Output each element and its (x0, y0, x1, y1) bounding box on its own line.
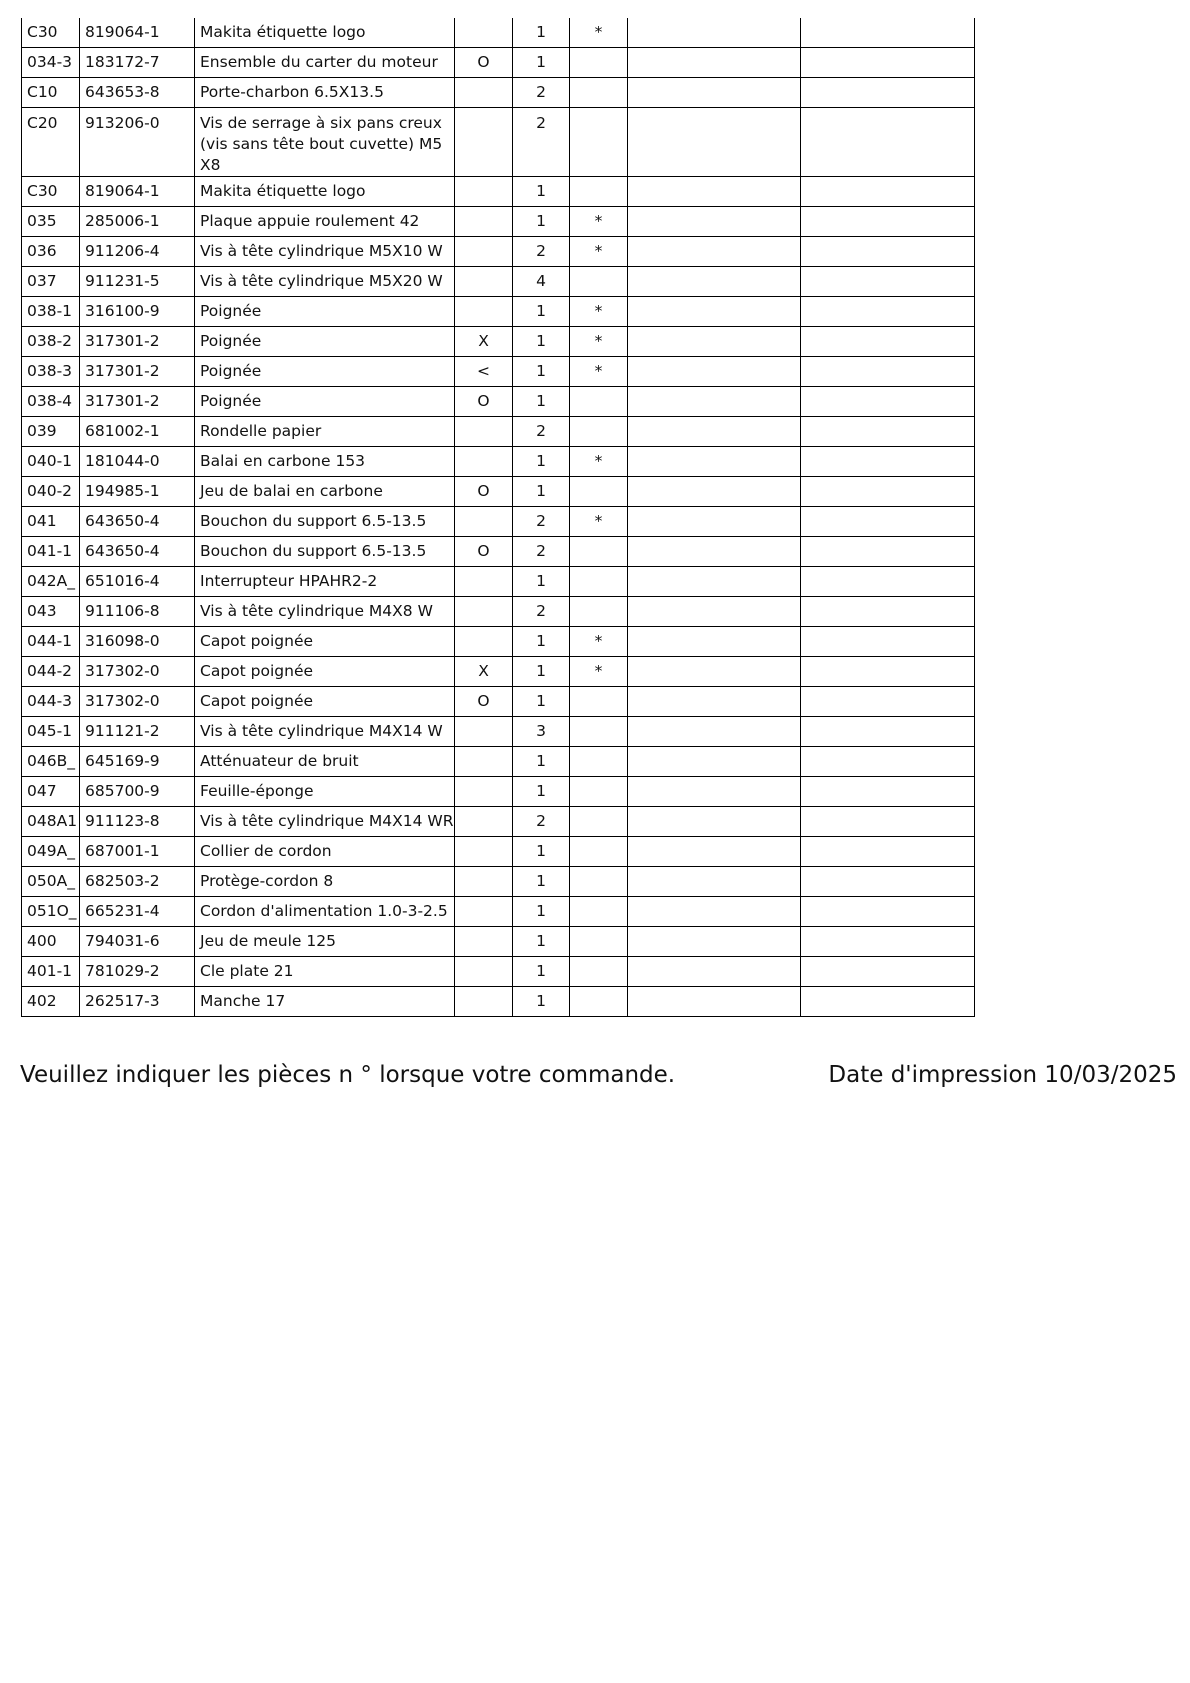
part-number-cell: 316100-9 (80, 297, 195, 327)
table-row (22, 48, 975, 78)
blank-cell (801, 48, 975, 78)
ref-cell: 049A_ (22, 837, 80, 867)
ref-cell: 400 (22, 927, 80, 957)
blank-cell (801, 897, 975, 927)
blank-cell (801, 657, 975, 687)
quantity-cell: 4 (513, 267, 570, 297)
blank-cell (628, 687, 801, 717)
table-row (22, 747, 975, 777)
blank-cell (628, 627, 801, 657)
ref-cell: 040-2 (22, 477, 80, 507)
part-number-cell: 911106-8 (80, 597, 195, 627)
note-mark-cell: * (570, 207, 628, 237)
ref-cell: 036 (22, 237, 80, 267)
blank-cell (628, 777, 801, 807)
note-mark-cell (570, 567, 628, 597)
quantity-cell: 1 (513, 327, 570, 357)
note-mark-cell (570, 537, 628, 567)
option-cell: O (455, 537, 513, 567)
part-number-cell: 665231-4 (80, 897, 195, 927)
part-number-cell: 913206-0 (80, 108, 195, 177)
quantity-cell: 2 (513, 507, 570, 537)
blank-cell (628, 747, 801, 777)
blank-cell (801, 507, 975, 537)
note-mark-cell (570, 267, 628, 297)
part-number-cell: 685700-9 (80, 777, 195, 807)
ref-cell: 401-1 (22, 957, 80, 987)
blank-cell (628, 387, 801, 417)
blank-cell (628, 567, 801, 597)
option-cell (455, 417, 513, 447)
description-cell: Makita étiquette logo (195, 177, 455, 207)
quantity-cell: 1 (513, 297, 570, 327)
part-number-cell: 819064-1 (80, 177, 195, 207)
option-cell (455, 897, 513, 927)
note-mark-cell (570, 717, 628, 747)
option-cell (455, 108, 513, 177)
table-row (22, 957, 975, 987)
option-cell (455, 807, 513, 837)
note-mark-cell: * (570, 447, 628, 477)
option-cell: O (455, 477, 513, 507)
option-cell (455, 867, 513, 897)
quantity-cell: 1 (513, 987, 570, 1017)
part-number-cell: 911231-5 (80, 267, 195, 297)
description-cell: Protège-cordon 8 (195, 867, 455, 897)
quantity-cell: 2 (513, 417, 570, 447)
table-row (22, 657, 975, 687)
part-number-cell: 911206-4 (80, 237, 195, 267)
table-row (22, 447, 975, 477)
option-cell (455, 567, 513, 597)
quantity-cell: 3 (513, 717, 570, 747)
ref-cell: 050A_ (22, 867, 80, 897)
option-cell (455, 177, 513, 207)
option-cell (455, 837, 513, 867)
blank-cell (628, 297, 801, 327)
ref-cell: C30 (22, 18, 80, 48)
blank-cell (628, 477, 801, 507)
note-mark-cell (570, 477, 628, 507)
part-number-cell: 643650-4 (80, 507, 195, 537)
blank-cell (628, 717, 801, 747)
ref-cell: C30 (22, 177, 80, 207)
option-cell (455, 717, 513, 747)
quantity-cell: 1 (513, 657, 570, 687)
blank-cell (801, 867, 975, 897)
part-number-cell: 316098-0 (80, 627, 195, 657)
blank-cell (801, 18, 975, 48)
quantity-cell: 1 (513, 627, 570, 657)
description-cell: Balai en carbone 153 (195, 447, 455, 477)
option-cell (455, 237, 513, 267)
option-cell: O (455, 687, 513, 717)
blank-cell (628, 987, 801, 1017)
blank-cell (628, 807, 801, 837)
option-cell: X (455, 657, 513, 687)
part-number-cell: 317301-2 (80, 357, 195, 387)
table-row (22, 987, 975, 1017)
table-row (22, 687, 975, 717)
quantity-cell: 1 (513, 447, 570, 477)
quantity-cell: 1 (513, 927, 570, 957)
quantity-cell: 1 (513, 387, 570, 417)
table-row (22, 837, 975, 867)
print-date: Date d'impression 10/03/2025 (828, 1062, 1177, 1088)
description-cell: Vis de serrage à six pans creux (vis sans tête bout cuvette) M5X8 (195, 108, 455, 177)
description-cell: Rondelle papier (195, 417, 455, 447)
table-row (22, 417, 975, 447)
ref-cell: 041 (22, 507, 80, 537)
ref-cell: 047 (22, 777, 80, 807)
table-row (22, 177, 975, 207)
quantity-cell: 2 (513, 237, 570, 267)
part-number-cell: 317302-0 (80, 687, 195, 717)
part-number-cell: 819064-1 (80, 18, 195, 48)
ref-cell: 043 (22, 597, 80, 627)
blank-cell (628, 657, 801, 687)
description-cell: Jeu de balai en carbone (195, 477, 455, 507)
note-mark-cell (570, 927, 628, 957)
blank-cell (801, 807, 975, 837)
table-row (22, 717, 975, 747)
blank-cell (628, 897, 801, 927)
parts-table-body (22, 18, 975, 1017)
ref-cell: 038-3 (22, 357, 80, 387)
blank-cell (801, 717, 975, 747)
quantity-cell: 1 (513, 18, 570, 48)
part-number-cell: 643653-8 (80, 78, 195, 108)
description-cell: Interrupteur HPAHR2-2 (195, 567, 455, 597)
part-number-cell: 682503-2 (80, 867, 195, 897)
blank-cell (801, 987, 975, 1017)
blank-cell (801, 297, 975, 327)
blank-cell (801, 417, 975, 447)
table-row (22, 597, 975, 627)
blank-cell (801, 567, 975, 597)
note-mark-cell (570, 957, 628, 987)
quantity-cell: 1 (513, 177, 570, 207)
note-mark-cell: * (570, 327, 628, 357)
note-mark-cell: * (570, 18, 628, 48)
description-cell: Bouchon du support 6.5-13.5 (195, 537, 455, 567)
blank-cell (801, 687, 975, 717)
quantity-cell: 1 (513, 687, 570, 717)
table-row (22, 387, 975, 417)
ref-cell: 045-1 (22, 717, 80, 747)
note-mark-cell (570, 987, 628, 1017)
description-cell: Capot poignée (195, 657, 455, 687)
option-cell (455, 18, 513, 48)
blank-cell (628, 837, 801, 867)
table-row (22, 207, 975, 237)
ref-cell: 039 (22, 417, 80, 447)
ref-cell: 038-4 (22, 387, 80, 417)
note-mark-cell: * (570, 627, 628, 657)
blank-cell (801, 177, 975, 207)
note-mark-cell (570, 177, 628, 207)
description-cell: Plaque appuie roulement 42 (195, 207, 455, 237)
option-cell (455, 957, 513, 987)
part-number-cell: 687001-1 (80, 837, 195, 867)
option-cell (455, 507, 513, 537)
part-number-cell: 317302-0 (80, 657, 195, 687)
table-row (22, 108, 975, 177)
quantity-cell: 2 (513, 108, 570, 177)
note-mark-cell (570, 387, 628, 417)
description-cell: Atténuateur de bruit (195, 747, 455, 777)
ref-cell: 038-1 (22, 297, 80, 327)
note-mark-cell (570, 687, 628, 717)
quantity-cell: 1 (513, 477, 570, 507)
blank-cell (628, 108, 801, 177)
option-cell (455, 267, 513, 297)
quantity-cell: 1 (513, 957, 570, 987)
blank-cell (801, 837, 975, 867)
description-cell: Makita étiquette logo (195, 18, 455, 48)
blank-cell (801, 747, 975, 777)
ref-cell: 048A1 (22, 807, 80, 837)
blank-cell (628, 537, 801, 567)
blank-cell (801, 597, 975, 627)
blank-cell (628, 177, 801, 207)
blank-cell (801, 267, 975, 297)
order-instruction-note: Veuillez indiquer les pièces n ° lorsque votre commande. (20, 1062, 676, 1088)
option-cell (455, 627, 513, 657)
table-row (22, 477, 975, 507)
note-mark-cell: * (570, 297, 628, 327)
description-cell: Capot poignée (195, 687, 455, 717)
ref-cell: 042A_ (22, 567, 80, 597)
description-cell: Ensemble du carter du moteur (195, 48, 455, 78)
blank-cell (801, 237, 975, 267)
table-row (22, 627, 975, 657)
part-number-cell: 651016-4 (80, 567, 195, 597)
note-mark-cell: * (570, 657, 628, 687)
blank-cell (628, 78, 801, 108)
quantity-cell: 2 (513, 78, 570, 108)
blank-cell (801, 207, 975, 237)
note-mark-cell: * (570, 507, 628, 537)
ref-cell: 040-1 (22, 447, 80, 477)
quantity-cell: 1 (513, 747, 570, 777)
part-number-cell: 285006-1 (80, 207, 195, 237)
ref-cell: 037 (22, 267, 80, 297)
blank-cell (628, 267, 801, 297)
description-cell: Vis à tête cylindrique M4X8 W (195, 597, 455, 627)
blank-cell (628, 957, 801, 987)
description-cell: Bouchon du support 6.5-13.5 (195, 507, 455, 537)
blank-cell (801, 627, 975, 657)
blank-cell (801, 108, 975, 177)
table-row (22, 507, 975, 537)
part-number-cell: 781029-2 (80, 957, 195, 987)
quantity-cell: 2 (513, 807, 570, 837)
note-mark-cell (570, 837, 628, 867)
quantity-cell: 1 (513, 837, 570, 867)
option-cell (455, 747, 513, 777)
note-mark-cell: * (570, 237, 628, 267)
part-number-cell: 645169-9 (80, 747, 195, 777)
blank-cell (628, 447, 801, 477)
quantity-cell: 1 (513, 777, 570, 807)
description-cell: Vis à tête cylindrique M5X20 W (195, 267, 455, 297)
description-cell: Vis à tête cylindrique M4X14 W (195, 717, 455, 747)
part-number-cell: 911121-2 (80, 717, 195, 747)
quantity-cell: 1 (513, 867, 570, 897)
description-cell: Capot poignée (195, 627, 455, 657)
parts-list-table (21, 18, 975, 1017)
description-cell: Jeu de meule 125 (195, 927, 455, 957)
blank-cell (801, 957, 975, 987)
description-cell: Poignée (195, 297, 455, 327)
part-number-cell: 181044-0 (80, 447, 195, 477)
table-row (22, 237, 975, 267)
ref-cell: 046B_ (22, 747, 80, 777)
blank-cell (801, 78, 975, 108)
ref-cell: 051O_ (22, 897, 80, 927)
blank-cell (801, 357, 975, 387)
table-row (22, 537, 975, 567)
note-mark-cell (570, 78, 628, 108)
table-row (22, 357, 975, 387)
part-number-cell: 317301-2 (80, 387, 195, 417)
part-number-cell: 183172-7 (80, 48, 195, 78)
quantity-cell: 1 (513, 207, 570, 237)
blank-cell (628, 18, 801, 48)
blank-cell (628, 48, 801, 78)
option-cell (455, 447, 513, 477)
table-row (22, 18, 975, 48)
ref-cell: 034-3 (22, 48, 80, 78)
blank-cell (628, 507, 801, 537)
note-mark-cell (570, 48, 628, 78)
ref-cell: 044-3 (22, 687, 80, 717)
description-cell: Cle plate 21 (195, 957, 455, 987)
quantity-cell: 1 (513, 357, 570, 387)
note-mark-cell (570, 747, 628, 777)
blank-cell (628, 327, 801, 357)
option-cell (455, 78, 513, 108)
part-number-cell: 681002-1 (80, 417, 195, 447)
option-cell (455, 927, 513, 957)
note-mark-cell: * (570, 357, 628, 387)
blank-cell (628, 927, 801, 957)
blank-cell (801, 477, 975, 507)
ref-cell: 035 (22, 207, 80, 237)
option-cell: O (455, 387, 513, 417)
table-row (22, 867, 975, 897)
ref-cell: C20 (22, 108, 80, 177)
part-number-cell: 262517-3 (80, 987, 195, 1017)
option-cell (455, 987, 513, 1017)
table-row (22, 897, 975, 927)
description-cell: Poignée (195, 357, 455, 387)
blank-cell (801, 777, 975, 807)
ref-cell: 041-1 (22, 537, 80, 567)
table-row (22, 777, 975, 807)
quantity-cell: 1 (513, 897, 570, 927)
option-cell (455, 207, 513, 237)
table-row (22, 78, 975, 108)
option-cell: < (455, 357, 513, 387)
ref-cell: C10 (22, 78, 80, 108)
quantity-cell: 2 (513, 597, 570, 627)
ref-cell: 038-2 (22, 327, 80, 357)
description-cell: Manche 17 (195, 987, 455, 1017)
option-cell (455, 597, 513, 627)
description-cell: Poignée (195, 327, 455, 357)
table-row (22, 807, 975, 837)
note-mark-cell (570, 108, 628, 177)
blank-cell (628, 357, 801, 387)
blank-cell (801, 387, 975, 417)
blank-cell (801, 327, 975, 357)
option-cell (455, 297, 513, 327)
ref-cell: 044-2 (22, 657, 80, 687)
option-cell (455, 777, 513, 807)
part-number-cell: 317301-2 (80, 327, 195, 357)
description-cell: Collier de cordon (195, 837, 455, 867)
blank-cell (628, 867, 801, 897)
description-cell: Feuille-éponge (195, 777, 455, 807)
quantity-cell: 1 (513, 567, 570, 597)
description-cell: Cordon d'alimentation 1.0-3-2.5 (195, 897, 455, 927)
option-cell: O (455, 48, 513, 78)
blank-cell (628, 597, 801, 627)
part-number-cell: 794031-6 (80, 927, 195, 957)
table-row (22, 927, 975, 957)
table-row (22, 327, 975, 357)
blank-cell (801, 447, 975, 477)
blank-cell (628, 207, 801, 237)
note-mark-cell (570, 867, 628, 897)
quantity-cell: 1 (513, 48, 570, 78)
part-number-cell: 194985-1 (80, 477, 195, 507)
quantity-cell: 2 (513, 537, 570, 567)
description-cell: Porte-charbon 6.5X13.5 (195, 78, 455, 108)
table-row (22, 297, 975, 327)
description-cell: Poignée (195, 387, 455, 417)
note-mark-cell (570, 597, 628, 627)
table-row (22, 567, 975, 597)
description-cell: Vis à tête cylindrique M4X14 WR (195, 807, 455, 837)
blank-cell (801, 537, 975, 567)
note-mark-cell (570, 897, 628, 927)
note-mark-cell (570, 777, 628, 807)
blank-cell (801, 927, 975, 957)
part-number-cell: 643650-4 (80, 537, 195, 567)
part-number-cell: 911123-8 (80, 807, 195, 837)
note-mark-cell (570, 417, 628, 447)
description-cell: Vis à tête cylindrique M5X10 W (195, 237, 455, 267)
blank-cell (628, 417, 801, 447)
ref-cell: 044-1 (22, 627, 80, 657)
option-cell: X (455, 327, 513, 357)
table-row (22, 267, 975, 297)
blank-cell (628, 237, 801, 267)
note-mark-cell (570, 807, 628, 837)
ref-cell: 402 (22, 987, 80, 1017)
